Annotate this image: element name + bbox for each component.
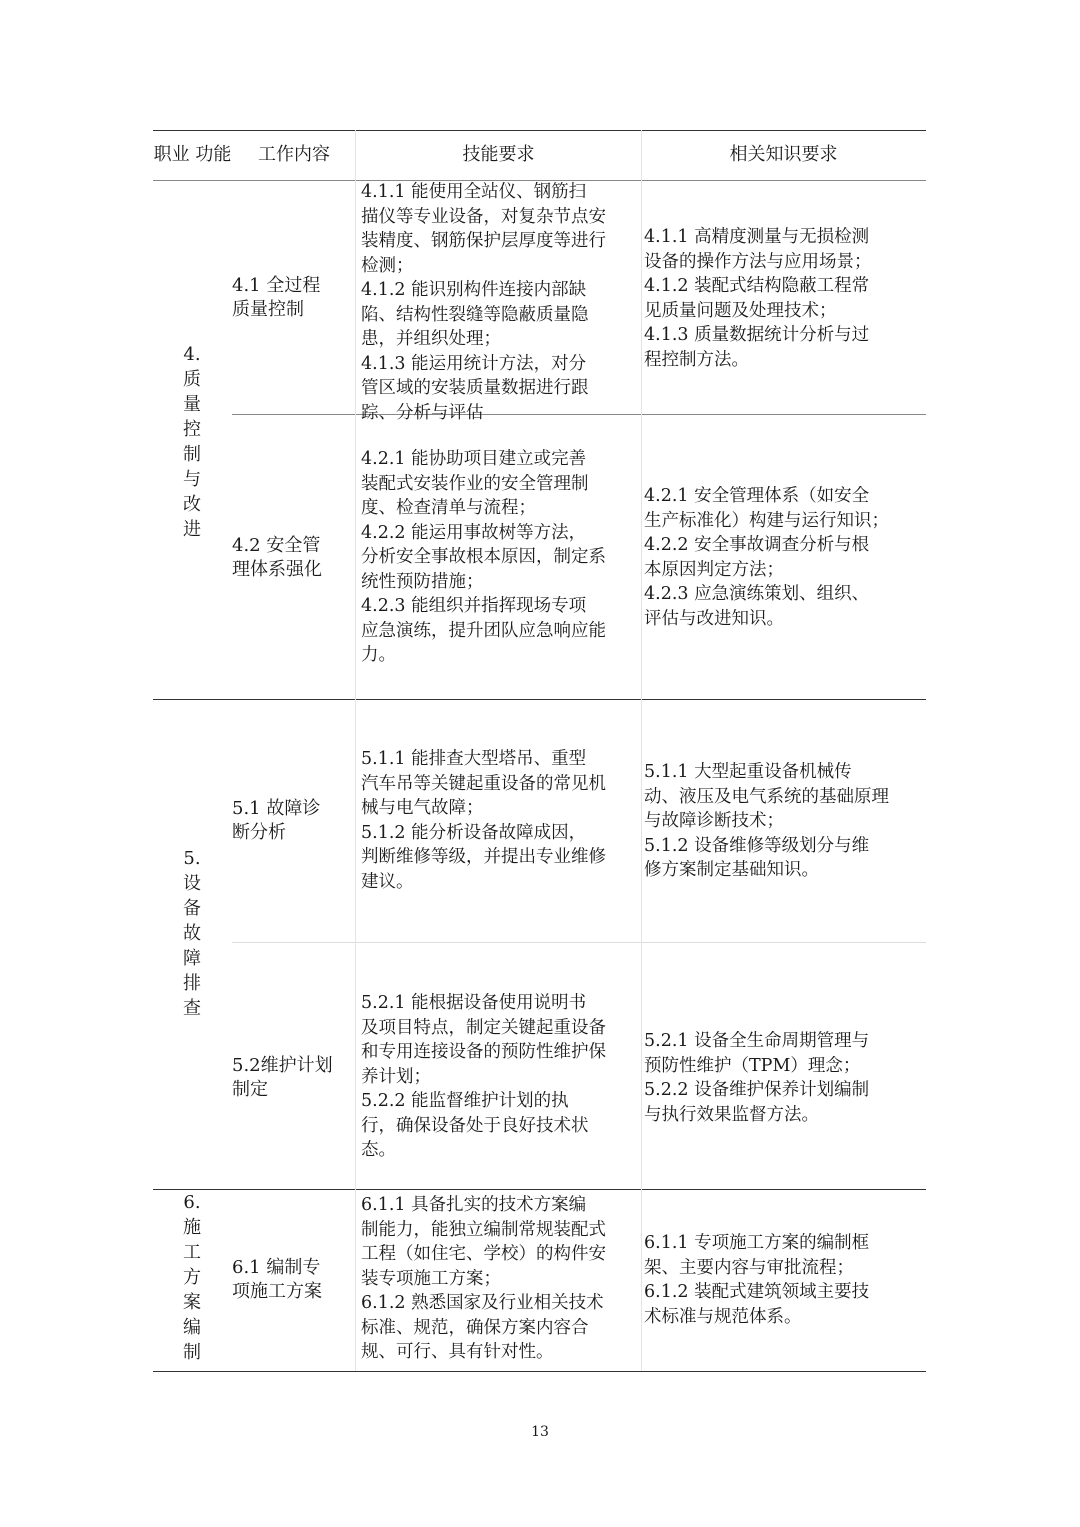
skill-cell: 6.1.1 具备扎实的技术方案编 制能力，能独立编制常规装配式 工程（如住宅、学校）的构件安 装专项施工方案； 6.1.2 熟悉国家及行业相关技术 标准、规范，确保方案内容合 规、可行、具有针对性。 [361, 1195, 606, 1362]
section-rule [153, 1189, 926, 1190]
knowledge-cell: 4.2.1 安全管理体系（如安全 生产标准化）构建与运行知识； 4.2.2 安全事故调查分析与根 本原因判定方法； 4.2.3 应急演练策划、组织、 评估与改进知识。 [644, 486, 889, 629]
header-work: 工作内容 [258, 144, 330, 165]
header-knowledge: 相关知识要求 [729, 144, 838, 165]
func-label: 4. 质 量 控 制 与 改 进 [183, 344, 201, 540]
skill-cell: 5.1.1 能排查大型塔吊、重型 汽车吊等关键起重设备的常见机 械与电气故障； 5.1.2 能分析设备故障成因， 判断维修等级，并提出专业维修 建议。 [361, 749, 606, 892]
table-bottom-rule [153, 1371, 926, 1372]
skill-cell: 4.1.1 能使用全站仪、钢筋扫 描仪等专业设备，对复杂节点安 装精度、钢筋保护层厚度等进行 检测； 4.1.2 能识别构件连接内部缺 陷、结构性裂缝等隐蔽质量隐 患，并组织处理； 4.1.3 能运用统计方法，对分 管区域的安装质量数据进行跟 踪、分析与评估 [361, 182, 606, 423]
work-item: 4.1 全过程 质量控制 [232, 275, 321, 320]
column-divider [355, 130, 356, 1371]
func-label: 5. 设 备 故 障 排 查 [183, 848, 201, 1019]
work-item: 5.2维护计划 制定 [232, 1055, 333, 1100]
knowledge-cell: 5.2.1 设备全生命周期管理与 预防性维护（TPM）理念； 5.2.2 设备维护保养计划编制 与执行效果监督方法。 [644, 1031, 870, 1125]
work-item: 6.1 编制专 项施工方案 [232, 1257, 322, 1302]
skill-cell-clip [358, 182, 640, 423]
knowledge-cell: 4.1.1 高精度测量与无损检测 设备的操作方法与应用场景； 4.1.2 装配式结构隐蔽工程常 见质量问题及处理技术； 4.1.3 质量数据统计分析与过 程控制方法。 [644, 227, 872, 370]
work-item: 4.2 安全管 理体系强化 [232, 535, 322, 580]
skill-cell: 4.2.1 能协助项目建立或完善 装配式安装作业的安全管理制 度、检查清单与流程； 4.2.2 能运用事故树等方法， 分析安全事故根本原因，制定系 统性预防措施； 4.2.3 能组织并指挥现场专项 应急演练，提升团队应急响应能 力。 [361, 449, 606, 665]
skill-cell: 5.2.1 能根据设备使用说明书 及项目特点，制定关键起重设备 和专用连接设备的预防性维护保 养计划； 5.2.2 能监督维护计划的执 行，确保设备处于良好技术状 态。 [361, 993, 606, 1160]
header-skill: 技能要求 [462, 144, 535, 165]
section-rule [153, 699, 926, 700]
work-item: 5.1 故障诊 断分析 [232, 798, 321, 843]
header-func: 职业 功能 [153, 144, 232, 165]
knowledge-cell: 6.1.1 专项施工方案的编制框 架、主要内容与审批流程； 6.1.2 装配式建筑领域主要技 术标准与规范体系。 [644, 1233, 870, 1327]
column-divider [641, 130, 642, 1371]
knowledge-cell: 5.1.1 大型起重设备机械传 动、液压及电气系统的基础原理 与故障诊断技术； 5.1.2 设备维修等级划分与维 修方案制定基础知识。 [644, 762, 889, 880]
page-number: 13 [531, 1424, 549, 1440]
func-label: 6. 施 工 方 案 编 制 [183, 1192, 201, 1363]
row-rule [232, 942, 926, 943]
